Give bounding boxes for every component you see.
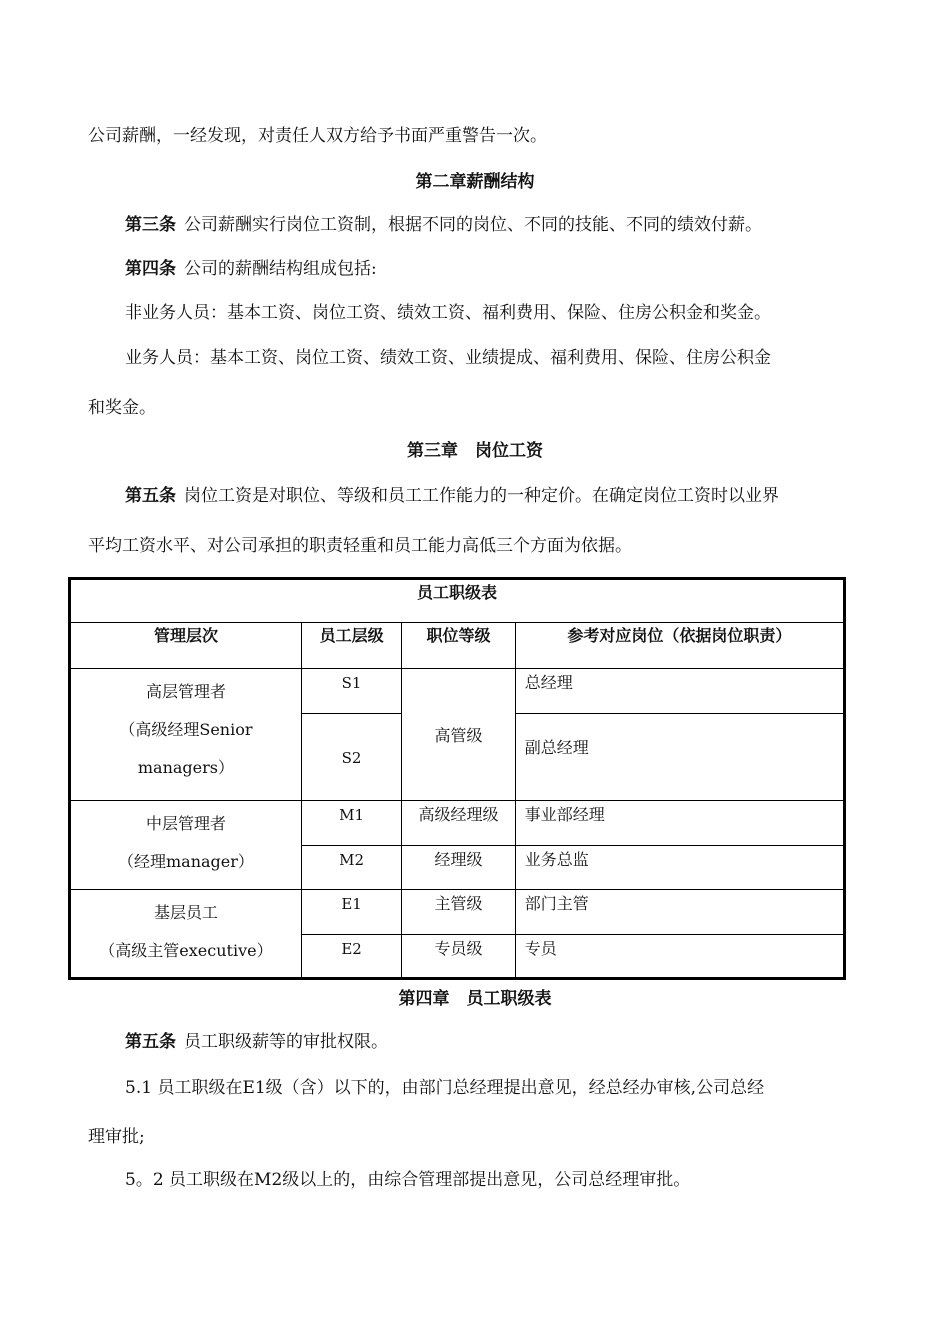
article-4-text: 公司的薪酬结构组成包括: bbox=[184, 259, 377, 279]
group-name: 中层管理者 bbox=[145, 814, 226, 833]
employee-level-cell: E2 bbox=[301, 935, 401, 979]
clause-5-2: 5。2 员工职级在M2级以上的，由综合管理部提出意见，公司总经理审批。 bbox=[125, 1170, 691, 1190]
clause-5-1-line2: 理审批; bbox=[88, 1127, 145, 1147]
table-row bbox=[70, 801, 845, 846]
employee-level-cell: M1 bbox=[301, 801, 401, 846]
table-row bbox=[70, 669, 845, 714]
header-reference-position: 参考对应岗位（依据岗位职责） bbox=[515, 623, 844, 669]
position-grade-cell: 经理级 bbox=[402, 846, 515, 890]
reference-position-cell: 业务总监 bbox=[515, 846, 844, 890]
employee-level-cell: S2 bbox=[301, 714, 401, 801]
table-caption: 员工职级表 bbox=[70, 579, 845, 623]
article-5 bbox=[125, 484, 870, 508]
chapter-3-title: 第三章 岗位工资 bbox=[407, 441, 543, 461]
employee-level-cell: M2 bbox=[301, 846, 401, 890]
group-name: 高层管理者 bbox=[145, 682, 226, 701]
employee-grade-table bbox=[68, 577, 846, 980]
position-grade-cell: 主管级 bbox=[402, 890, 515, 935]
article-3-label: 第三条 bbox=[125, 215, 176, 235]
article-5-text-line1: 岗位工资是对职位、等级和员工工作能力的一种定价。在确定岗位工资时以业界 bbox=[184, 486, 779, 506]
reference-position-cell: 部门主管 bbox=[515, 890, 844, 935]
position-grade-cell: 专员级 bbox=[402, 935, 515, 979]
group-base-staff bbox=[70, 890, 302, 979]
article-5-approval bbox=[125, 1030, 870, 1054]
position-grade-cell: 高级经理级 bbox=[402, 801, 515, 846]
header-management-level: 管理层次 bbox=[70, 623, 302, 669]
header-position-grade: 职位等级 bbox=[402, 623, 515, 669]
article-5-approval-text: 员工职级薪等的审批权限。 bbox=[184, 1032, 388, 1052]
article-3-text: 公司薪酬实行岗位工资制，根据不同的岗位、不同的技能、不同的绩效付薪。 bbox=[184, 215, 762, 235]
group-english-name: （经理manager） bbox=[117, 852, 254, 871]
group-senior-management bbox=[70, 669, 302, 801]
position-grade-cell: 高管级 bbox=[402, 669, 515, 801]
article-4 bbox=[125, 257, 870, 281]
group-middle-management bbox=[70, 801, 302, 890]
table-row bbox=[70, 890, 845, 935]
clause-5-1-line1: 5.1 员工职级在E1级（含）以下的，由部门总经理提出意见，经总经办审核,公司总经 bbox=[125, 1078, 765, 1098]
group-name: 基层员工 bbox=[153, 903, 218, 922]
reference-position-cell: 专员 bbox=[515, 935, 844, 979]
employee-level-cell: S1 bbox=[301, 669, 401, 714]
paragraph-salary-warning: 公司薪酬，一经发现，对责任人双方给予书面严重警告一次。 bbox=[88, 126, 547, 146]
article-5-approval-label: 第五条 bbox=[125, 1032, 176, 1052]
reference-position-cell: 总经理 bbox=[515, 669, 844, 714]
group-english-name: （高级经理Senior bbox=[119, 720, 253, 739]
article-4-label: 第四条 bbox=[125, 259, 176, 279]
header-employee-level: 员工层级 bbox=[301, 623, 401, 669]
article-5-text-line2: 平均工资水平、对公司承担的职责轻重和员工能力高低三个方面为依据。 bbox=[88, 536, 632, 556]
article-5-label: 第五条 bbox=[125, 486, 176, 506]
chapter-4-title: 第四章 员工职级表 bbox=[398, 989, 552, 1009]
reference-position-cell: 事业部经理 bbox=[515, 801, 844, 846]
employee-level-cell: E1 bbox=[301, 890, 401, 935]
group-english-name: （高级主管executive） bbox=[99, 941, 273, 960]
reference-position-cell: 副总经理 bbox=[515, 714, 844, 801]
group-english-name-cont: managers） bbox=[137, 758, 235, 777]
non-business-staff-paragraph: 非业务人员：基本工资、岗位工资、绩效工资、福利费用、保险、住房公积金和奖金。 bbox=[125, 303, 771, 323]
business-staff-paragraph-line2: 和奖金。 bbox=[88, 398, 156, 418]
article-3 bbox=[125, 213, 870, 237]
chapter-2-title: 第二章薪酬结构 bbox=[415, 172, 535, 192]
business-staff-paragraph-line1: 业务人员：基本工资、岗位工资、绩效工资、业绩提成、福利费用、保险、住房公积金 bbox=[125, 348, 771, 368]
